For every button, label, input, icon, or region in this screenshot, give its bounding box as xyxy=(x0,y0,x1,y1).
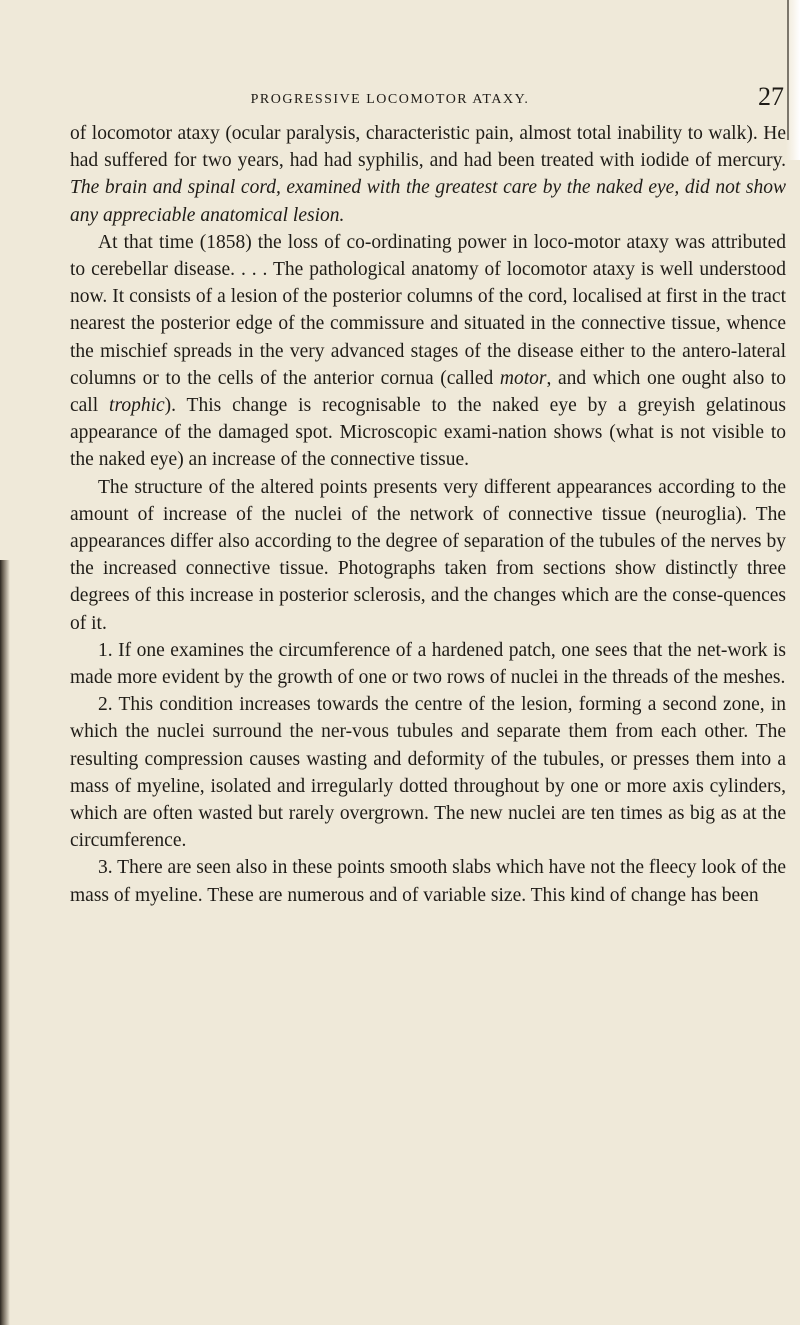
text-run: , and which one ought also to call xyxy=(70,367,786,417)
text-run: At that time (1858) the loss of co-ordinating power in loco-motor ataxy was attributed to cerebellar disease. . . . The pathological anatomy of locomotor ataxy is well understood now. It consists of a lesion of the posterior columns of the cord, localised at first in the tract nearest the posterior edge of the commissure and situated in the connective tissue, whence the mischief spreads in the very advanced stages of the disease either to the antero-lateral columns or to the cells of the anterior cornua (called xyxy=(70,231,786,389)
text-run: of locomotor ataxy (ocular paralysis, characteristic pain, almost total inability to walk). He had suffered for two years, had had syphilis, and had been treated with iodide of mercury. xyxy=(70,123,786,172)
text-run: 1. If one examines the circumference of a hardened patch, one sees that the net-work is made more evident by the growth of one or two rows of nuclei in the threads of the meshes. xyxy=(70,639,786,689)
italic-text: motor xyxy=(499,367,547,389)
italic-text: The brain and spinal cord, examined with the greatest care by the naked eye, did not show any appreciable anatomical lesion. xyxy=(70,177,786,226)
paragraph xyxy=(70,854,786,908)
running-header: PROGRESSIVE LOCOMOTOR ATAXY. xyxy=(250,92,530,107)
page-number: 27 xyxy=(758,82,784,111)
italic-text: trophic xyxy=(109,395,165,417)
body-text xyxy=(70,120,786,909)
text-run: The structure of the altered points presents very different appearances according to the amount of increase of the nuclei of the network of connective tissue (neuroglia). The appearances differ also according to the degree of separation of the tubules of the nerves by the increased connective tissue. Photographs taken from sections show distinctly three degrees of this increase in posterior sclerosis, and the changes which are the conse-quences of it. xyxy=(70,476,786,634)
paragraph xyxy=(70,691,786,854)
page-edge-left xyxy=(0,560,10,1325)
text-run: 2. This condition increases towards the centre of the lesion, forming a second zone, in which the nuclei surround the ner-vous tubules and separate them from each other. The resulting compression causes wasting and deformity of the tubules, or presses them into a mass of myeline, isolated and irregularly dotted throughout by one or more axis cylinders, which are often wasted but rarely overgrown. The new nuclei are ten times as big as at the circumference. xyxy=(70,694,786,852)
paragraph xyxy=(70,637,786,691)
paragraph xyxy=(70,229,786,474)
text-run: ). This change is recognisable to the naked eye by a greyish gelatinous appearance of the damaged spot. Microscopic exami-nation shows (what is not visible to the naked eye) an increase of the connective tissue. xyxy=(70,395,786,471)
paragraph xyxy=(70,474,786,637)
page-edge-line xyxy=(787,0,789,140)
text-run: 3. There are seen also in these points smooth slabs which have not the fleecy look of the mass of myeline. These are numerous and of variable size. This kind of change has been xyxy=(70,857,786,906)
paragraph xyxy=(70,120,786,229)
